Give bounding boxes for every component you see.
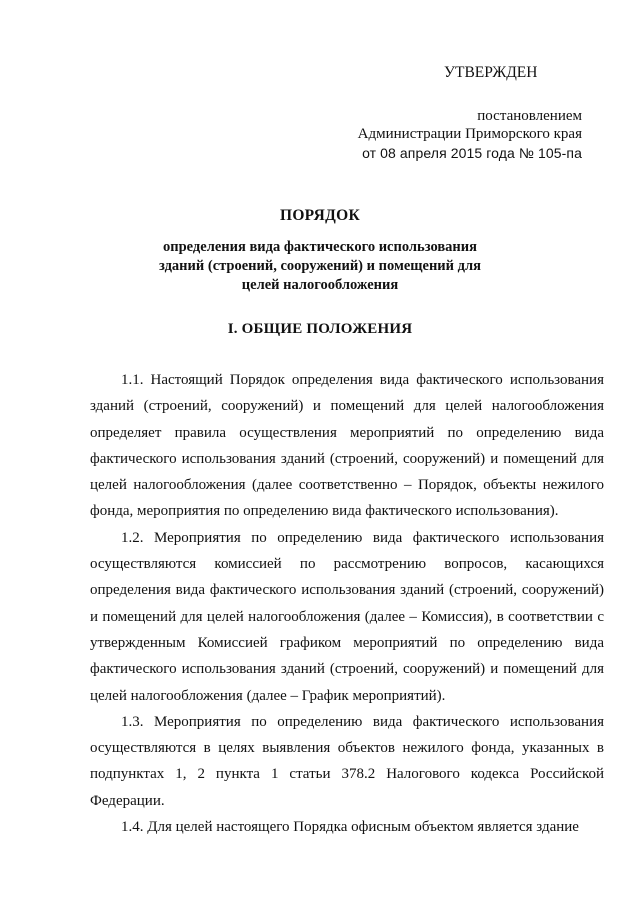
paragraph-1-2: 1.2. Мероприятия по определению вида фактического использования осуществляются комиссией по рассмотрению вопросов, касающихся определения вида фактического использования зданий (строений, сооружений) и помещений для целей налогообложения (далее – Комиссия), в соответствии с утвержденным Комиссией графиком мероприятий по определению вида фактического использования зданий (строений, сооружений) и помещений для целей налогообложения (далее – График мероприятий). (90, 529, 604, 704)
approval-line-1: постановлением (477, 108, 582, 124)
document-title: ПОРЯДОК (279, 207, 361, 224)
paragraph-1-3: 1.3. Мероприятия по определению вида фактического использования осуществляются в целях выявления объектов нежилого фонда, указанных в подпунктах 1, 2 пункта 1 статьи 378.2 Налогового кодекса Российской Федерации. (90, 713, 604, 809)
document-subtitle (0, 238, 640, 295)
paragraph-1-4: 1.4. Для целей настоящего Порядка офисным объектом является здание (121, 819, 579, 836)
subtitle-line-2: зданий (строений, сооружений) и помещений для (159, 258, 481, 274)
approval-date-number: от 08 апреля 2015 года № 105-па (362, 145, 582, 161)
subtitle-line-1: определения вида фактического использования (163, 239, 477, 255)
approval-line-2: Администрации Приморского края (357, 126, 582, 142)
section-heading: I. ОБЩИЕ ПОЛОЖЕНИЯ (227, 321, 413, 337)
subtitle-line-3: целей налогообложения (241, 277, 399, 293)
paragraph-1-1: 1.1. Настоящий Порядок определения вида фактического использования зданий (строений, сооружений) и помещений для целей налогообложения определяет правила осуществления мероприятий по определению вида фактического использования зданий (строений, сооружений) и помещений для целей налогообложения (далее соответственно – Порядок, объекты нежилого фонда, мероприятия по определению вида фактического использования). (90, 372, 604, 520)
document-title-block (0, 207, 640, 295)
approval-word: УТВЕРЖДЕН (444, 64, 538, 81)
body-text (90, 367, 604, 840)
